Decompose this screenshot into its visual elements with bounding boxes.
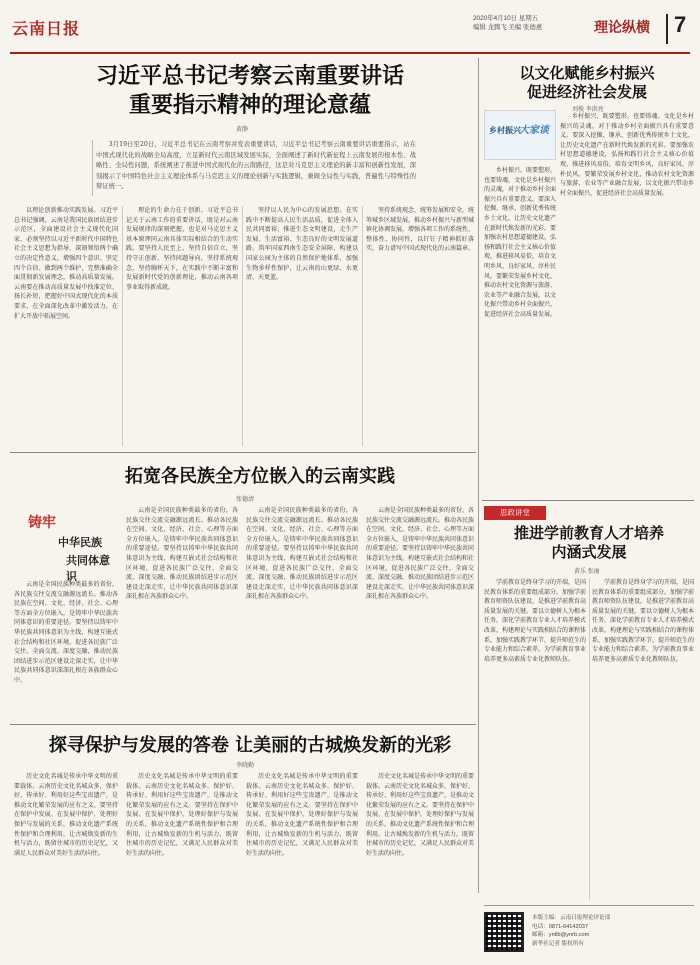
sec3-byline: 李晓勤 [236,763,255,769]
main-lead [96,140,416,196]
column-tag: 思政讲堂 [484,506,546,520]
sec2-col-3 [246,506,358,720]
sec3-col-3-text: 历史文化名城是传承中华文明的重要载体。云南历史文化名城众多，保护好、传承好、利用好这些宝贵遗产，是推动文化繁荣发展的应有之义。要坚持在保护中发展、在发展中保护，处理好保护与发展的关系，推动文化遗产系统性保护和合理利用，让古城焕发新的生机与活力，既留住城市的历史记忆，又满足人民群众对美好生活的向往。 [246,773,358,857]
emblem-text-1: 铸牢 [28,515,56,531]
ethnic-unity-emblem [28,512,118,583]
sec4-col-1-text: 学前教育是终身学习的开端，是国民教育体系的重要组成部分。加强学前教育师资队伍建设，是推进学前教育高质量发展的关键。要以立德树人为根本任务，深化学前教育专业人才培养模式改革，构建理论与实践相结合的课程体系，加强实践教学环节，提升师范生的专业能力和综合素养，为学前教育事业培养更多高素质专业化教师队伍。 [484,579,586,663]
sec3-col-4-text: 历史文化名城是传承中华文明的重要载体。云南历史文化名城众多，保护好、传承好、利用好这些宝贵遗产，是推动文化繁荣发展的应有之义。要坚持在保护中发展、在发展中保护，处理好保护与发展的关系，推动文化遗产系统性保护和合理利用，让古城焕发新的生机与活力，既留住城市的历史记忆，又满足人民群众对美好生活的向往。 [366,773,474,857]
masthead [10,8,690,54]
sec4-col-2-text: 学前教育是终身学习的开端，是国民教育体系的重要组成部分。加强学前教育师资队伍建设，是推进学前教育高质量发展的关键。要以立德树人为根本任务，深化学前教育专业人才培养模式改革，构建理论与实践相结合的课程体系，加强实践教学环节，提升师范生的专业能力和综合素养，为学前教育事业培养更多高素质专业化教师队伍。 [592,579,694,663]
newspaper-logo: 云南日报 [12,19,81,38]
sec3-headline: 探寻保护与发展的答卷 让美丽的古城焕发新的光彩 [48,735,452,756]
main-col-3-text: 坚持以人民为中心的发展思想。在实践中不断提高人民生活品质，促进全体人民共同富裕，推进生态文明建设，走生产发展、生活富裕、生态良好的文明发展道路。筑牢国家西南生态安全屏障，构建以国家公园为主体的自然保护地体系，加强生物多样性保护，让云南的山更绿、水更清、天更蓝。 [246,207,358,282]
sec2-col-3-text: 云南是全国民族种类最多的省份，各民族交往交流交融源远流长。推动各民族在空间、文化、经济、社会、心理等方面全方位嵌入，是铸牢中华民族共同体意识的重要途径。要坚持以铸牢中华民族共同体意识为主线，构建互嵌式社会结构和社区环境，促进各民族广泛交往、全面交流、深度交融，推动民族团结进步示范区建设走深走实，让中华民族共同体意识深深扎根在各族群众心中。 [246,507,358,601]
lead-rule [92,140,93,196]
footer-line: 新华社记者 版权所有 [532,940,584,947]
right-headline [482,64,692,102]
sec2-col-4 [366,506,474,720]
sec2-byline: 张德清 [236,497,255,503]
section-title: 理论纵横 [594,19,650,35]
sec2-col-4-text: 云南是全国民族种类最多的省份，各民族交往交流交融源远流长。推动各民族在空间、文化、经济、社会、心理等方面全方位嵌入，是铸牢中华民族共同体意识的重要途径。要坚持以铸牢中华民族共同体意识为主线，构建互嵌式社会结构和社区环境，促进各民族广泛交往、全面交流、深度交融，推动民族团结进步示范区建设走深走实，让中华民族共同体意识深深扎根在各族群众心中。 [366,507,474,601]
main-byline: 黄静 [236,127,249,133]
main-col-1-text: 以理论创新推动实践发展。习近平总书记强调，云南是我国民族团结进步示范区，全面建设社会主义现代化国家，必须坚持以习近平新时代中国特色社会主义思想为指导，深刻领悟两个确立的决定性意义，增强四个意识、坚定四个自信、做到两个维护，完整准确全面贯彻新发展理念，推动高质量发展。云南要在推动高质量发展中找准定位、扬长补短，把握好中国式现代化的本质要求，在全面深化改革中激发活力，在扩大开放中拓展空间。 [14,207,118,320]
emblem-text-2: 中华民族 [58,536,102,549]
right-byline: 刘俊 李洪亮 [572,107,604,113]
main-col-2-text: 理论的生命力在于创新。习近平总书记关于云南工作的重要讲话，既是对云南发展规律的深刻把握，也是对马克思主义基本原理同云南具体实际相结合的生动实践。要坚持人民至上，坚持自信自立，坚持守正创新，坚持问题导向，坚持系统观念，坚持胸怀天下，在实践中不断丰富和发展新时代党的创新理论，推动云南各项事业取得新成就。 [126,207,238,291]
right-headline-line1: 以文化赋能乡村振兴 [519,64,655,82]
right-headline-line2: 促进经济社会发展 [526,83,647,101]
sec4-col-1 [484,578,586,900]
sec2-col-1 [14,580,118,720]
issue-info [473,14,542,32]
section-rule [10,452,476,453]
main-col-1 [14,206,118,446]
sec3-col-1-text: 历史文化名城是传承中华文明的重要载体。云南历史文化名城众多，保护好、传承好、利用好这些宝贵遗产，是推动文化繁荣发展的应有之义。要坚持在保护中发展、在发展中保护，处理好保护与发展的关系，推动文化遗产系统性保护和合理利用，让古城焕发新的生机与活力，既留住城市的历史记忆，又满足人民群众对美好生活的向往。 [14,773,118,857]
sec3-col-2-text: 历史文化名城是传承中华文明的重要载体。云南历史文化名城众多，保护好、传承好、利用好这些宝贵遗产，是推动文化繁荣发展的应有之义。要坚持在保护中发展、在发展中保护，处理好保护与发展的关系，推动文化遗产系统性保护和合理利用，让古城焕发新的生机与活力，既留住城市的历史记忆，又满足人民群众对美好生活的向往。 [126,773,238,857]
main-lead-text: 3月19日至20日，习近平总书记在云南考察并发表重要讲话，习近平总书记考察云南重要讲话重要指示，站在中国式现代化的战略全局高度，立足新时代云南区域发展实际，全面阐述了新时代新征程上云南发展的根本性、战略性、全局性问题，系统阐述了推进中国式现代化的云南路径，这是对马克思主义理论的新丰富和创新性发展，深刻揭示了中国特色社会主义理论体系与马克思主义的理论创新与实践逻辑，兼顾全局性与实践，普遍性与特殊性的辩证统一。 [96,141,416,190]
banner-text-2: 大家谈 [519,125,549,136]
footer-line: 邮箱：yntlb@ynrb.com [532,932,590,939]
right-top-body-col2 [484,166,556,492]
sec4-headline-line2: 内涵式发展 [551,543,627,561]
main-col-2 [126,206,238,446]
sec3-col-4 [366,772,474,958]
rural-revival-banner [484,110,556,160]
col-rule [589,578,590,900]
main-headline-line2: 重要指示精神的理论意蕴 [128,93,371,118]
right-top-body [560,112,694,492]
emblem-text-3: 共同体意识 [66,554,110,583]
footer-info [532,914,610,948]
sec2-col-2 [126,506,238,720]
sec4-headline [484,524,694,562]
sec3-col-2 [126,772,238,958]
main-col-4 [366,206,474,446]
qr-code-icon[interactable] [484,912,524,952]
sec2-col-1-text: 云南是全国民族种类最多的省份，各民族交往交流交融源远流长。推动各民族在空间、文化、经济、社会、心理等方面全方位嵌入，是铸牢中华民族共同体意识的重要途径。要坚持以铸牢中华民族共同体意识为主线，构建互嵌式社会结构和社区环境，促进各民族广泛交往、全面交流、深度交融，推动民族团结进步示范区建设走深走实，让中华民族共同体意识深深扎根在各族群众心中。 [14,581,118,684]
main-headline [30,62,470,120]
sec4-byline: 黄乐 张丽 [574,569,600,575]
page-number: 7 [674,12,687,37]
section-rule [10,724,476,725]
main-headline-line1: 习近平总书记考察云南重要讲话 [95,64,404,89]
main-col-4-text: 坚持系统观念，统筹发展和安全，统筹城乡区域发展，推动乡村振兴与新型城镇化协调发展，增强各项工作的系统性、整体性、协同性，以钉钉子精神抓好落实，奋力谱写中国式现代化的云南篇章。 [366,207,474,253]
sec4-col-2 [592,578,694,900]
col-rule [242,206,243,446]
section-rule [482,500,694,501]
col-rule [362,206,363,446]
sec2-col-2-text: 云南是全国民族种类最多的省份，各民族交往交流交融源远流长。推动各民族在空间、文化、经济、社会、心理等方面全方位嵌入，是铸牢中华民族共同体意识的重要途径。要坚持以铸牢中华民族共同体意识为主线，构建互嵌式社会结构和社区环境，促进各民族广泛交往、全面交流、深度交融，推动民族团结进步示范区建设走深走实，让中华民族共同体意识深深扎根在各族群众心中。 [126,507,238,601]
sec4-headline-line1: 推进学前教育人才培养 [513,524,664,542]
page-footer [484,905,694,957]
right-top-body-text: 乡村振兴，既要塑形，也要铸魂。文化是乡村振兴的灵魂，对于推动乡村全面振兴具有重要意义。要深入挖掘、继承、创新优秀传统乡土文化，让历史文化遗产在新时代焕发新的光彩。要加强农村思想道德建设，弘扬和践行社会主义核心价值观，推进移风易俗，培育文明乡风、良好家风、淳朴民风。要繁荣发展乡村文化，推动农村文化资源与旅游、农业等产业融合发展，以文化振兴带动乡村全面振兴，促进经济社会高质量发展。 [560,113,694,197]
issue-editor-line: 编辑 龙腾飞 美编 张德惠 [473,24,543,31]
sec3-col-3 [246,772,358,958]
sec3-col-1 [14,772,118,958]
main-col-3 [246,206,358,446]
footer-line: 本版主编：云南日报理论评论部 [532,915,611,921]
footer-line: 电话：0871-64142037 [532,923,588,930]
banner-text-1: 乡村振兴 [489,125,521,135]
issue-date-line: 2020年4月10日 星期五 [473,15,538,22]
col-rule [122,206,123,446]
right-top-body-col2-text: 乡村振兴，既要塑形，也要铸魂。文化是乡村振兴的灵魂，对于推动乡村全面振兴具有重要意义。要深入挖掘、继承、创新优秀传统乡土文化，让历史文化遗产在新时代焕发新的光彩。要加强农村思想道德建设，弘扬和践行社会主义核心价值观，推进移风易俗，培育文明乡风、良好家风、淳朴民风。要繁荣发展乡村文化，推动农村文化资源与旅游、农业等产业融合发展，以文化振兴带动乡村全面振兴，促进经济社会高质量发展。 [484,167,556,318]
sec2-headline: 拓宽各民族全方位嵌入的云南实践 [125,466,395,487]
masthead-divider [666,14,668,44]
